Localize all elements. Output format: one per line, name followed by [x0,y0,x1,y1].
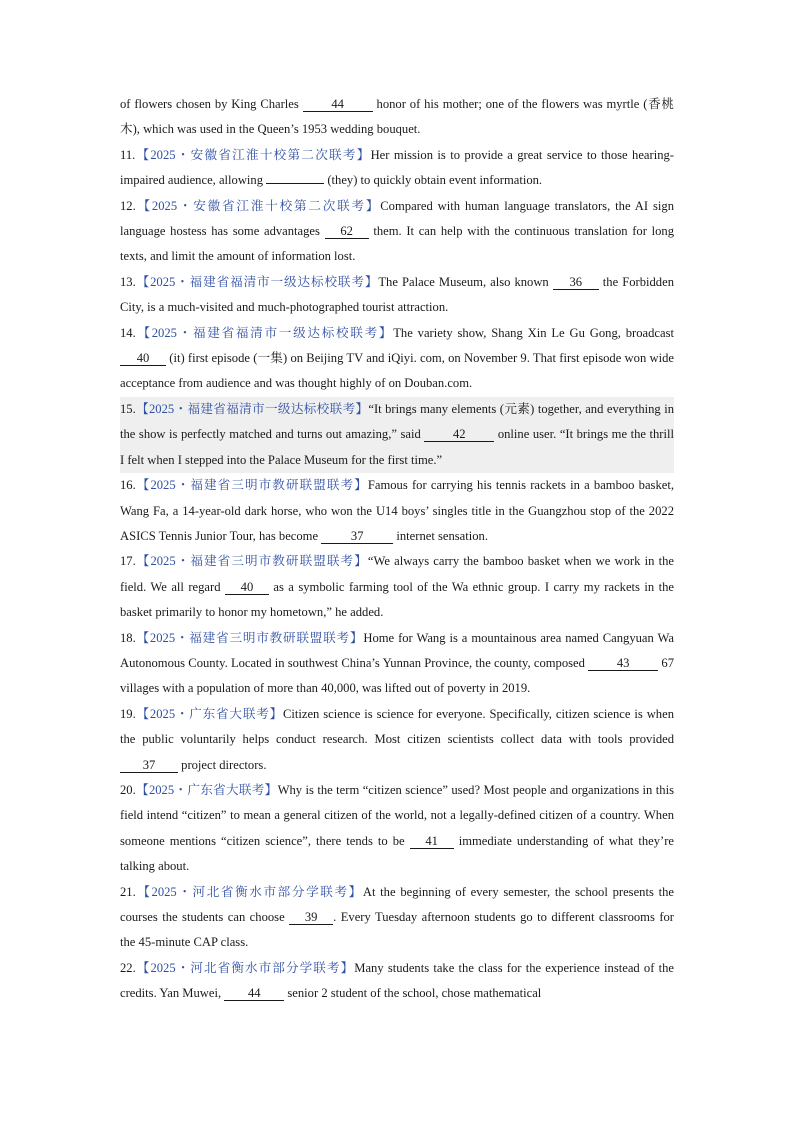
item-number: 15. [120,401,136,416]
item-text: online user. “It brings me the thrill I felt when I stepped into the Palace Museum for the first time.” [120,427,674,467]
answer-blank[interactable]: 37 [120,758,178,773]
answer-blank[interactable]: 44 [224,986,284,1001]
source-tag: 【2025・福建省三明市教研联盟联考】 [135,630,364,645]
item-number: 21. [120,884,136,899]
item-text: them. It can help with the continuous translation for long texts, and limit the amount of information lost. [120,224,674,264]
item-number: 11. [120,147,136,162]
item-number: 19. [120,706,136,721]
answer-blank[interactable] [266,183,324,184]
answer-blank[interactable]: 62 [325,224,369,239]
source-tag: 【2025・福建省福清市一级达标校联考】 [135,325,394,340]
source-tag: 【2025・广东省大联考】 [135,782,278,797]
item-text: Home for Wang is a mountainous area named Cangyuan Wa Autonomous County. Located in southwest China’s Yunnan Province, the county, composed [120,630,675,670]
answer-blank[interactable]: 37 [321,529,393,544]
exercise-item [120,321,674,397]
item-text: . Every Tuesday afternoon students go to different classrooms for the 45-minute CAP class. [120,910,675,950]
item-number: 22. [120,960,136,975]
item-text: as a symbolic farming tool of the Wa ethnic group. I carry my rackets in the basket primarily to honor my hometown,” he added. [120,579,674,620]
item-text: “It brings many elements (元素) together, and everything in the show is perfectly matched and turns out amazing,” said [120,401,675,442]
exercise-item [120,143,674,194]
answer-blank[interactable]: 39 [289,910,333,925]
item-text: senior 2 student of the school, chose mathematical [284,986,542,1001]
answer-blank[interactable]: 41 [410,834,454,849]
item-number: 20. [120,782,136,797]
exercise-list [120,92,674,1007]
exercise-item [120,92,674,143]
exercise-item [120,270,674,321]
item-text: Many students take the class for the experience instead of the credits. Yan Muwei, [120,960,675,1001]
source-tag: 【2025・福建省福清市一级达标校联考】 [135,401,369,416]
item-text: immediate understanding of what they’re talking about. [120,833,674,874]
item-text: (they) to quickly obtain event information. [324,173,543,188]
exercise-item [120,194,674,270]
item-text: Compared with human language translators, the AI sign language hostess has some advantages [120,198,675,239]
exercise-item [120,880,674,956]
item-text: internet sensation. [393,528,488,543]
source-tag: 【2025・河北省衡水市部分学联考】 [135,960,355,975]
answer-blank[interactable]: 43 [588,656,658,671]
item-text: project directors. [178,757,267,772]
item-text: (it) first episode (一集) on Beijing TV and iQiyi. com, on November 9. That first episode won wide acceptance from audience and was thought highly of on Douban.com. [120,351,674,391]
item-number: 13. [120,274,136,289]
exercise-item [120,956,674,1007]
item-text: The Palace Museum, also known [378,274,553,289]
item-text: Why is the term “citizen science” used? Most people and organizations in this field intend “citizen” to mean a general citizen of the world, not a legally-defined citizen of a country. When someone mentions “citizen science”, there tends to be [120,782,674,848]
source-tag: 【2025・河北省衡水市部分学联考】 [135,884,363,899]
item-text: The variety show, Shang Xin Le Gu Gong, broadcast [393,325,675,340]
source-tag: 【2025・福建省三明市教研联盟联考】 [135,478,368,493]
item-number: 12. [120,198,136,213]
source-tag: 【2025・广东省大联考】 [135,706,283,721]
exercise-item [120,778,674,880]
item-text: Famous for carrying his tennis rackets in a bamboo basket, Wang Fa, a 14-year-old dark horse, who won the U14 boys’ singles title in the Guangzhou stop of the 2022 ASICS Tennis Junior Tour, has become [120,478,674,543]
answer-blank[interactable]: 42 [424,427,494,442]
item-text: the Forbidden City, is a much-visited and much-photographed tourist attraction. [120,274,674,315]
exercise-item [120,549,674,625]
item-text: Citizen science is science for everyone. Specifically, citizen science is when the public voluntarily helps conduct research. Most citizen scientists collect data with tools provided [120,706,674,747]
source-tag: 【2025・福建省三明市教研联盟联考】 [135,554,368,569]
exercise-item [120,626,674,702]
source-tag: 【2025・安徽省江淮十校第二次联考】 [135,198,381,213]
answer-blank[interactable]: 44 [303,97,373,112]
answer-blank[interactable]: 36 [553,275,599,290]
item-number: 18. [120,630,136,645]
item-number: 16. [120,478,136,493]
item-text: At the beginning of every semester, the school presents the courses the students can choose [120,884,675,924]
source-tag: 【2025・福建省福清市一级达标校联考】 [135,274,379,289]
item-text: honor of his mother; one of the flowers was myrtle (香桃木), which was used in the Queen’s 1953 wedding bouquet. [120,97,675,137]
item-text: 67 villages with a population of more than 40,000, was lifted out of poverty in 2019. [120,655,674,696]
item-number: 14. [120,325,136,340]
item-number: 17. [120,554,136,569]
exercise-item [120,397,674,473]
item-text: Her mission is to provide a great service to those hearing-impaired audience, allowing [120,147,674,188]
exercise-item [120,702,674,778]
answer-blank[interactable]: 40 [120,351,166,366]
item-text: of flowers chosen by King Charles [120,97,303,111]
answer-blank[interactable]: 40 [225,580,269,595]
source-tag: 【2025・安徽省江淮十校第二次联考】 [135,147,371,162]
exercise-item [120,473,674,549]
item-text: “We always carry the bamboo basket when we work in the field. We all regard [120,554,674,594]
